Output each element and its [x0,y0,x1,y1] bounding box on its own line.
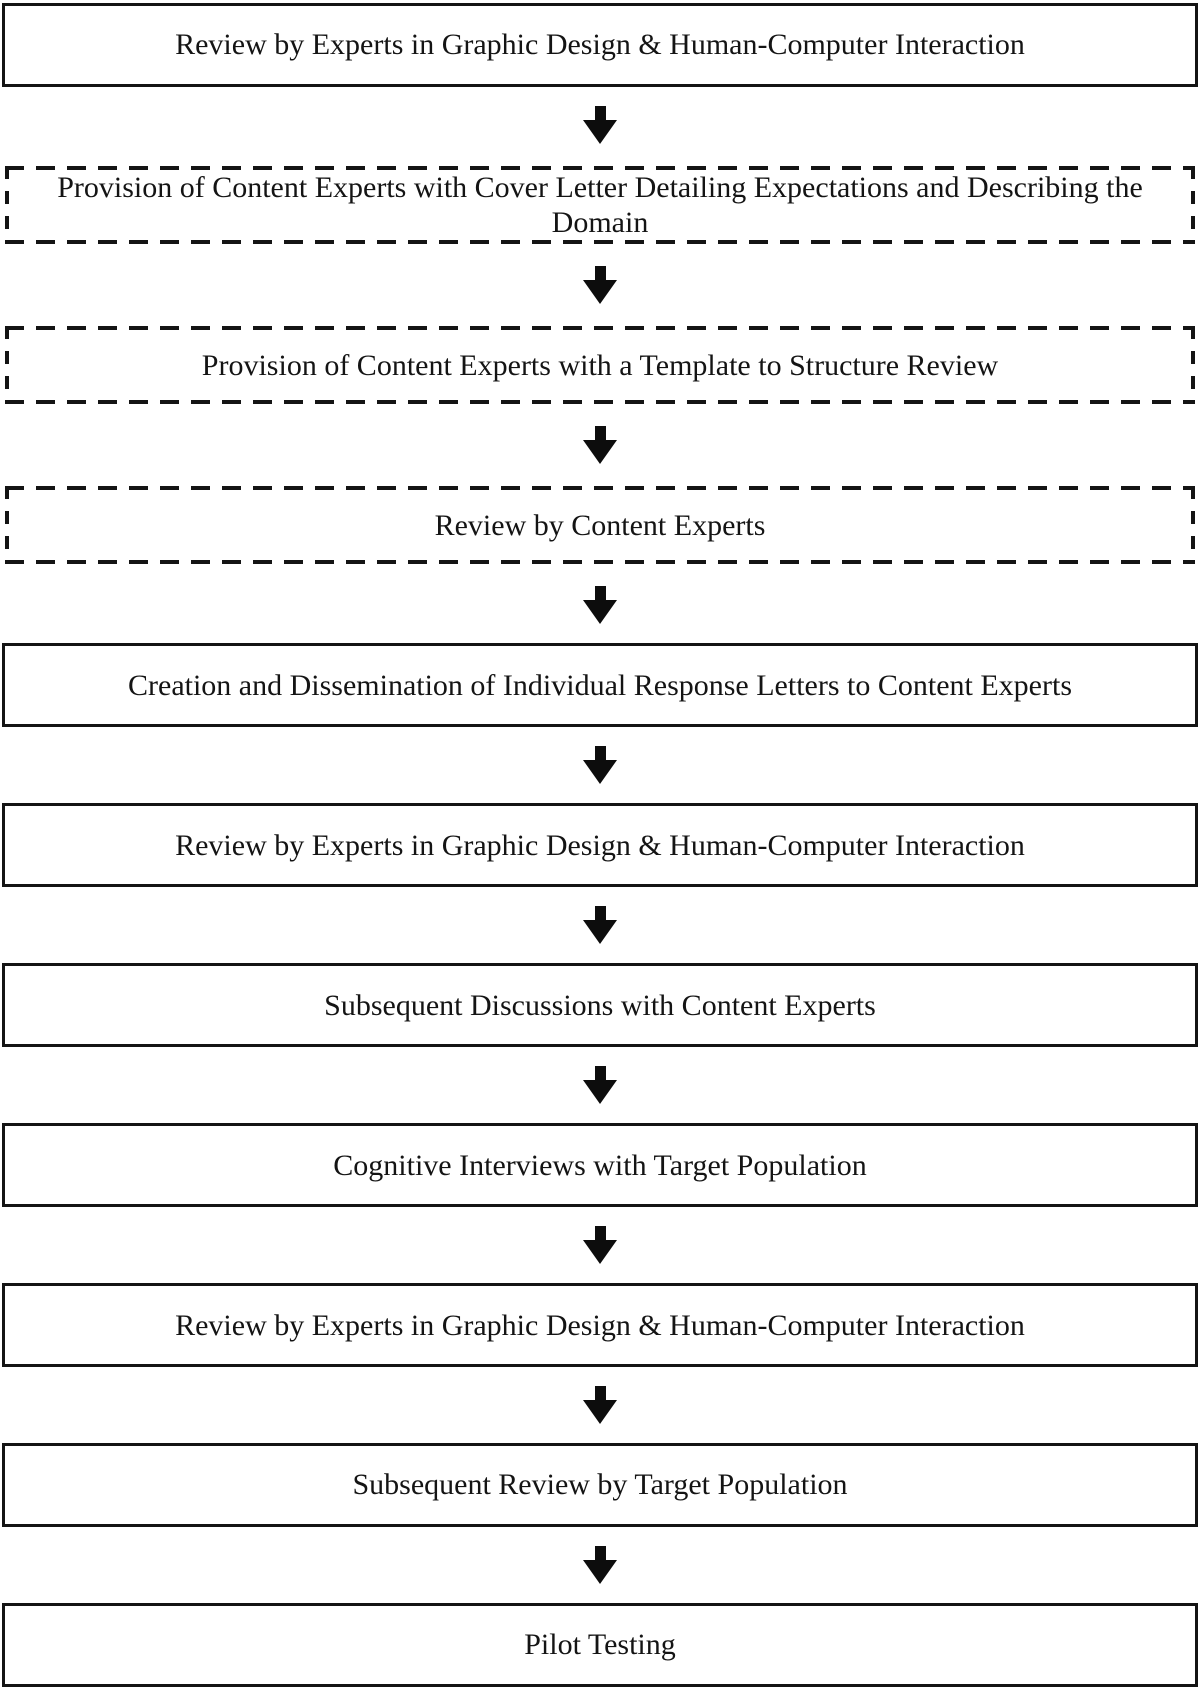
step-box-1 [2,3,1198,87]
step-box-2 [2,163,1198,247]
step-label: Review by Content Experts [434,508,766,542]
step-box-9 [2,1283,1198,1367]
connector-row [2,567,1198,643]
step-label: Review by Experts in Graphic Design & Human-Computer Interaction [175,28,1025,62]
down-arrow-icon [583,746,617,784]
step-box-3 [2,323,1198,407]
connector-row [2,247,1198,323]
step-label: Review by Experts in Graphic Design & Human-Computer Interaction [175,1308,1025,1342]
down-arrow-icon [583,266,617,304]
down-arrow-icon [583,1386,617,1424]
connector-row [2,727,1198,803]
connector-row [2,87,1198,163]
down-arrow-icon [583,586,617,624]
connector-row [2,1207,1198,1283]
step-label: Provision of Content Experts with a Template to Structure Review [201,348,999,382]
step-label: Cognitive Interviews with Target Population [333,1148,867,1182]
step-box-6 [2,803,1198,887]
step-label: Provision of Content Experts with Cover Letter Detailing Expectations and Describing the Domain [57,170,1143,240]
step-box-10 [2,1443,1198,1527]
step-label: Subsequent Review by Target Population [352,1468,848,1502]
connector-row [2,1527,1198,1603]
down-arrow-icon [583,1066,617,1104]
step-label: Creation and Dissemination of Individual Response Letters to Content Experts [128,668,1072,702]
step-box-8 [2,1123,1198,1207]
down-arrow-icon [583,1226,617,1264]
step-box-7 [2,963,1198,1047]
down-arrow-icon [583,106,617,144]
step-label: Pilot Testing [524,1628,676,1662]
step-box-5 [2,643,1198,727]
down-arrow-icon [583,426,617,464]
down-arrow-icon [583,906,617,944]
connector-row [2,407,1198,483]
step-label: Subsequent Discussions with Content Experts [324,988,876,1022]
connector-row [2,1367,1198,1443]
down-arrow-icon [583,1546,617,1584]
connector-row [2,887,1198,963]
step-box-11 [2,1603,1198,1687]
step-box-4 [2,483,1198,567]
step-label: Review by Experts in Graphic Design & Human-Computer Interaction [175,828,1025,862]
connector-row [2,1047,1198,1123]
